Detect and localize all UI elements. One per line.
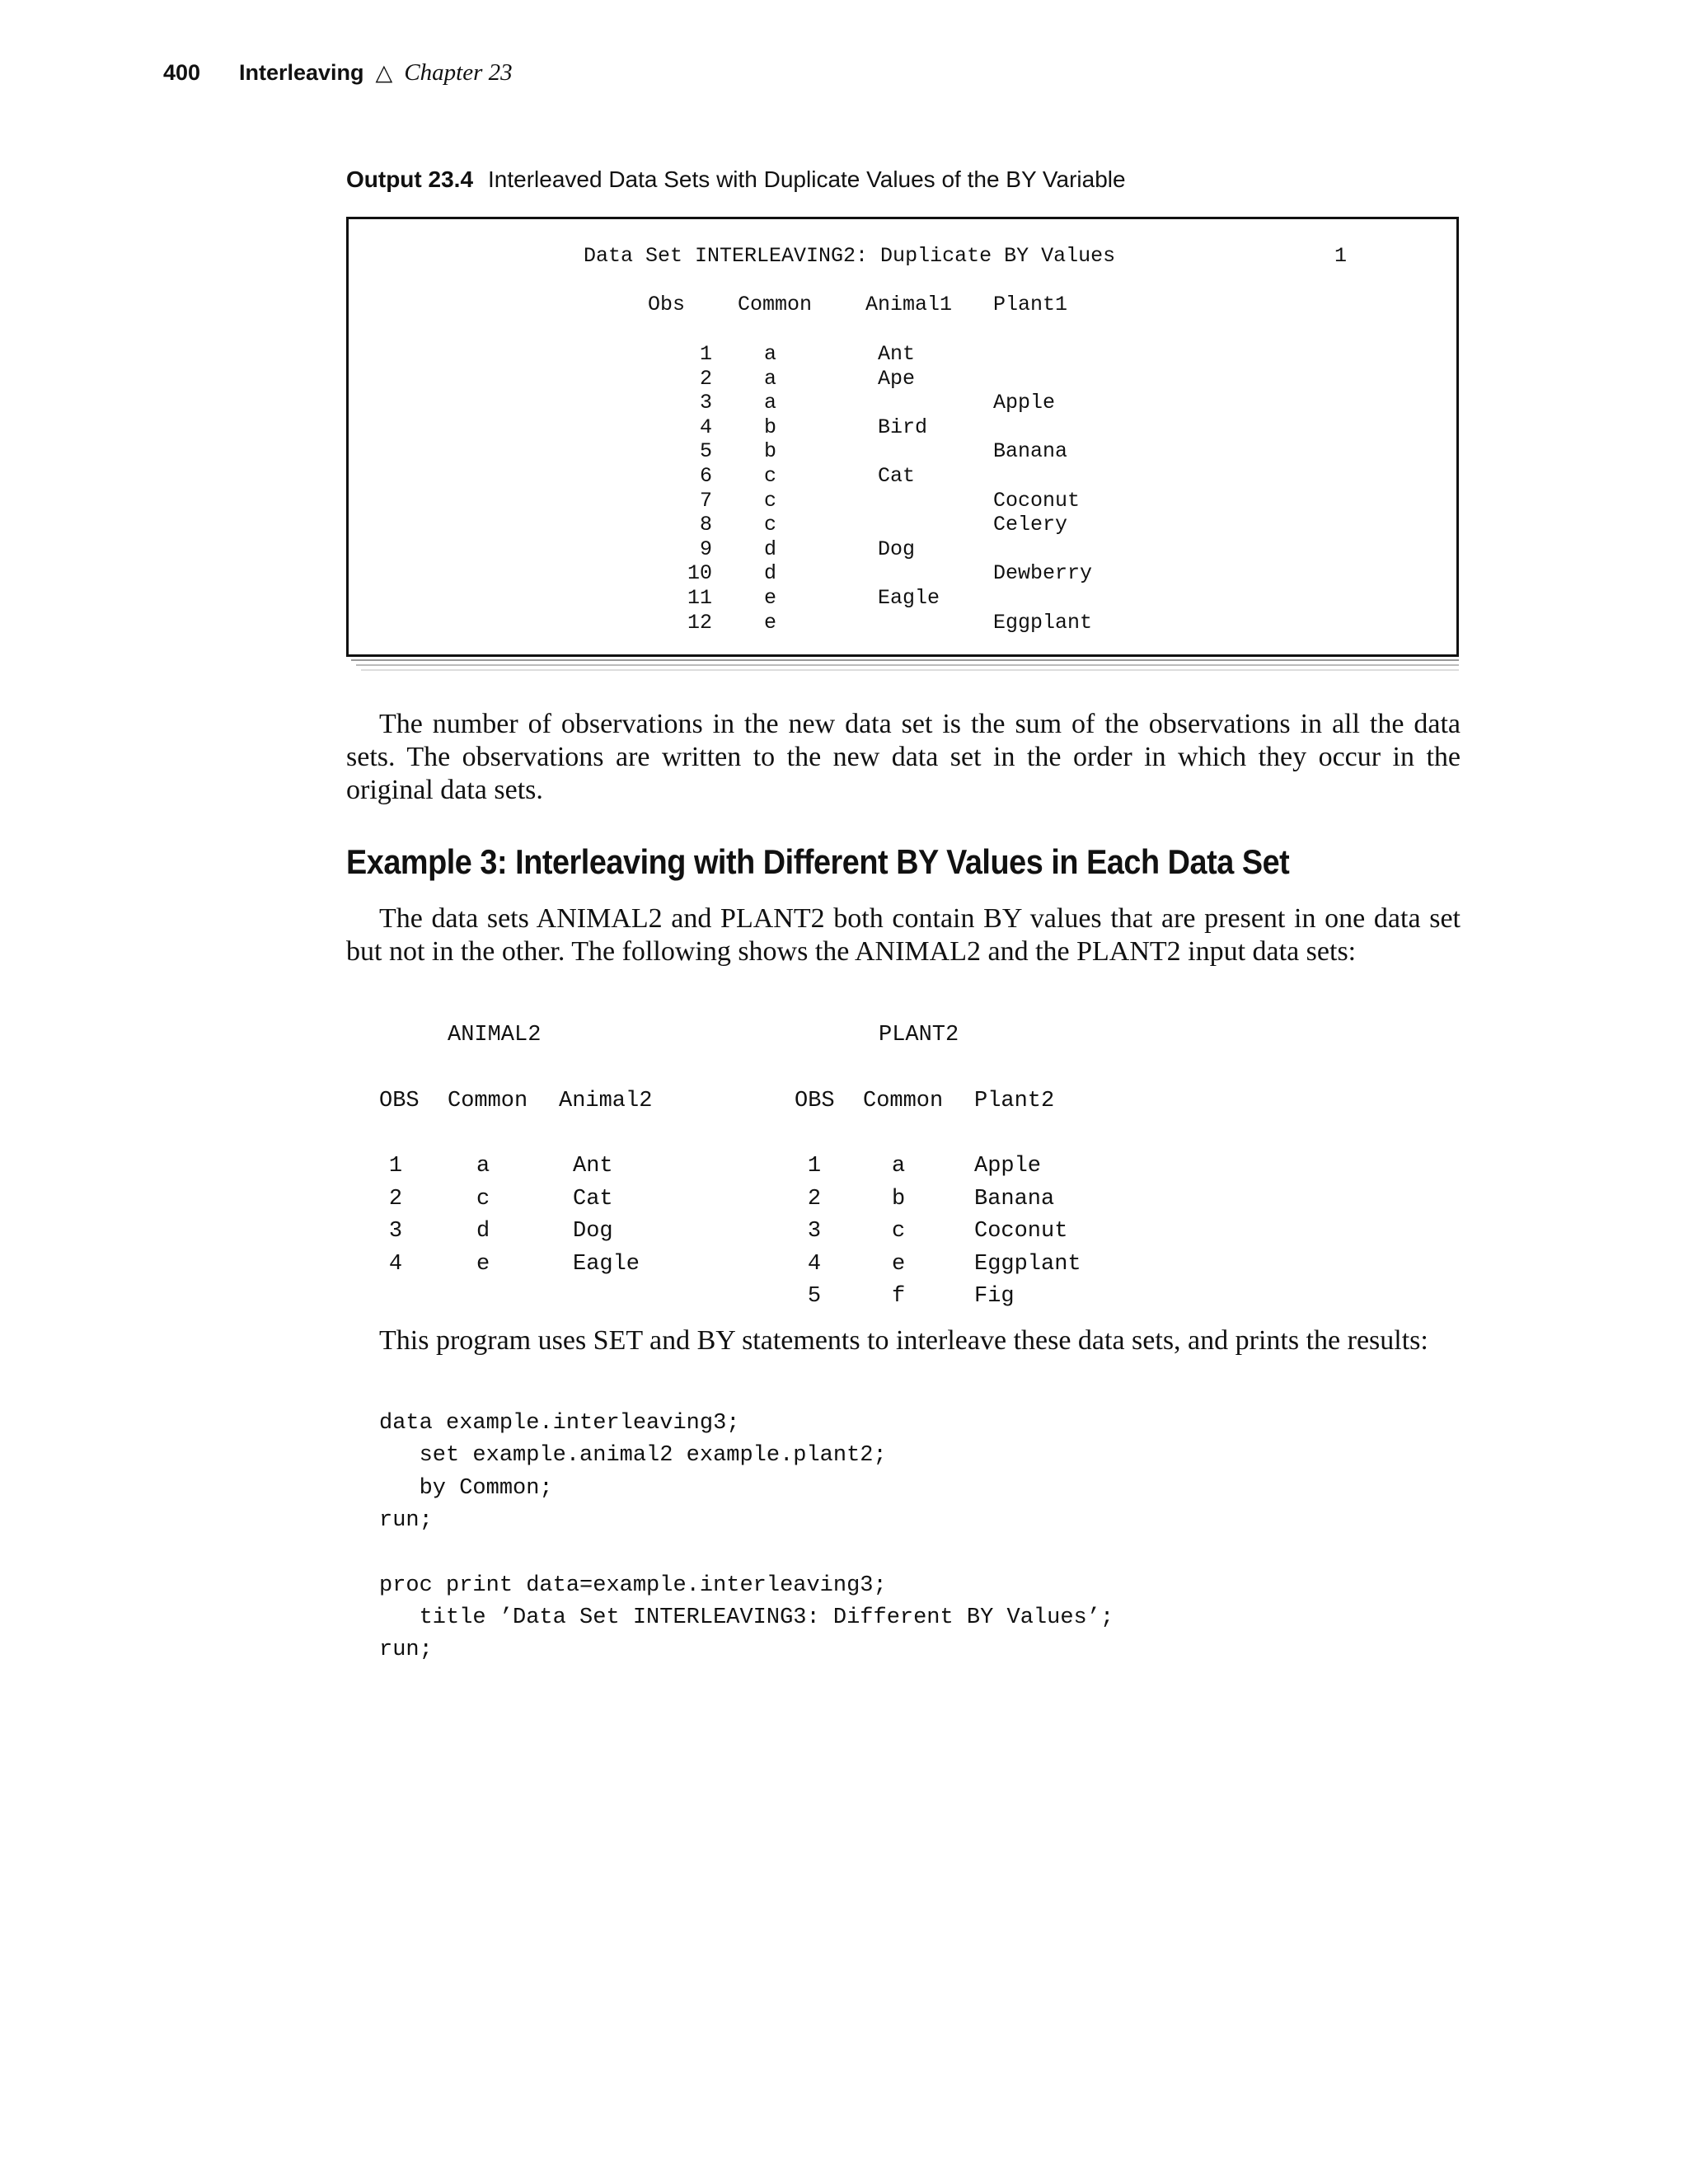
output-cell-obs: 12 xyxy=(687,610,712,635)
example-heading: Example 3: Interleaving with Different BY Values in Each Data Set xyxy=(346,842,1290,881)
plant2-cell-obs: 2 xyxy=(807,1186,822,1212)
output-cell-common: b xyxy=(764,439,777,464)
output-cell-animal1: Ant xyxy=(878,342,916,366)
output-shadow xyxy=(356,664,1459,666)
code-line: run; xyxy=(379,1638,433,1663)
code-line: set example.animal2 example.plant2; xyxy=(379,1443,887,1469)
plant2-cell-plant2: Banana xyxy=(974,1186,1055,1212)
plant2-cell-common: e xyxy=(892,1251,906,1277)
plant2-cell-common: b xyxy=(892,1186,906,1212)
output-cell-plant1: Eggplant xyxy=(993,610,1093,635)
plant2-cell-common: a xyxy=(892,1154,906,1179)
output-cell-obs: 2 xyxy=(699,366,712,391)
code-line: data example.interleaving3; xyxy=(379,1411,740,1436)
animal2-cell-obs: 4 xyxy=(388,1251,403,1277)
plant2-cell-plant2: Coconut xyxy=(974,1219,1068,1244)
output-col-common: Common xyxy=(738,293,813,316)
output-cell-obs: 10 xyxy=(687,561,712,586)
section-title: Interleaving xyxy=(239,60,364,85)
paragraph-observations: The number of observations in the new data set is the sum of the observations in all the data sets. The observations are written to the new data set in the order in which they occur in the original data sets. xyxy=(346,709,1461,805)
output-caption-text: Interleaved Data Sets with Duplicate Values of the BY Variable xyxy=(488,166,1126,192)
output-cell-obs: 4 xyxy=(699,415,712,439)
plant2-cell-plant2: Eggplant xyxy=(974,1251,1081,1277)
code-line: by Common; xyxy=(379,1475,553,1501)
output-cell-common: c xyxy=(764,488,777,513)
output-cell-obs: 8 xyxy=(699,513,712,537)
output-cell-animal1: Ape xyxy=(878,366,916,391)
animal2-cell-common: c xyxy=(476,1186,490,1212)
output-cell-plant1: Coconut xyxy=(993,488,1081,513)
output-cell-common: e xyxy=(764,610,777,635)
output-cell-animal1: Cat xyxy=(878,464,916,488)
output-shadow xyxy=(361,669,1459,671)
output-cell-common: a xyxy=(764,366,777,391)
output-cell-animal1: Dog xyxy=(878,537,916,561)
output-cell-common: a xyxy=(764,342,777,366)
output-shadow xyxy=(351,659,1459,661)
animal2-col-common: Common xyxy=(448,1089,528,1113)
animal2-cell-obs: 1 xyxy=(388,1154,403,1179)
animal2-cell-common: a xyxy=(476,1154,490,1179)
plant2-col-plant2: Plant2 xyxy=(974,1089,1055,1113)
code-line: title ’Data Set INTERLEAVING3: Different BY Values’; xyxy=(379,1605,1114,1630)
output-cell-common: c xyxy=(764,464,777,488)
output-cell-obs: 1 xyxy=(699,342,712,366)
output-cell-common: a xyxy=(764,391,777,415)
output-cell-obs: 11 xyxy=(687,586,712,610)
plant2-cell-obs: 3 xyxy=(807,1219,822,1244)
triangle-separator-icon: △ xyxy=(375,60,393,85)
output-cell-common: d xyxy=(764,561,777,586)
animal2-cell-common: d xyxy=(476,1219,490,1244)
plant2-cell-common: c xyxy=(892,1219,906,1244)
output-cell-obs: 7 xyxy=(699,488,712,513)
animal2-cell-animal2: Dog xyxy=(573,1219,613,1244)
output-box xyxy=(346,217,1459,657)
output-col-plant1: Plant1 xyxy=(993,293,1068,316)
code-line: run; xyxy=(379,1507,433,1533)
output-cell-obs: 9 xyxy=(699,537,712,561)
output-cell-common: e xyxy=(764,586,777,610)
output-cell-common: d xyxy=(764,537,777,561)
page-number: 400 xyxy=(163,60,201,85)
plant2-col-common: Common xyxy=(863,1089,944,1113)
animal2-cell-obs: 3 xyxy=(388,1219,403,1244)
output-cell-obs: 6 xyxy=(699,464,712,488)
plant2-cell-common: f xyxy=(892,1284,906,1309)
animal2-col-animal2: Animal2 xyxy=(559,1089,653,1113)
plant2-title: PLANT2 xyxy=(879,1023,959,1047)
plant2-cell-obs: 4 xyxy=(807,1251,822,1277)
output-title: Data Set INTERLEAVING2: Duplicate BY Values xyxy=(584,244,1116,268)
output-col-obs: Obs xyxy=(648,293,686,316)
output-cell-obs: 5 xyxy=(699,439,712,464)
plant2-cell-obs: 5 xyxy=(807,1284,822,1309)
animal2-cell-common: e xyxy=(476,1251,490,1277)
paragraph-datasets: The data sets ANIMAL2 and PLANT2 both contain BY values that are present in one data set but not in the other. The following shows the ANIMAL2 and the PLANT2 input data sets: xyxy=(346,903,1461,967)
animal2-cell-animal2: Eagle xyxy=(573,1251,640,1277)
running-header xyxy=(163,59,513,87)
output-col-animal1: Animal1 xyxy=(865,293,953,316)
animal2-cell-animal2: Ant xyxy=(573,1154,613,1179)
animal2-cell-animal2: Cat xyxy=(573,1186,613,1212)
animal2-title: ANIMAL2 xyxy=(448,1023,542,1047)
output-cell-common: c xyxy=(764,513,777,537)
animal2-cell-obs: 2 xyxy=(388,1186,403,1212)
output-cell-common: b xyxy=(764,415,777,439)
output-cell-plant1: Apple xyxy=(993,391,1056,415)
plant2-cell-plant2: Apple xyxy=(974,1154,1042,1179)
output-cell-animal1: Bird xyxy=(878,415,928,439)
plant2-cell-obs: 1 xyxy=(807,1154,822,1179)
output-page-number: 1 xyxy=(1334,244,1348,268)
output-caption-label: Output 23.4 xyxy=(346,166,474,192)
plant2-cell-plant2: Fig xyxy=(974,1284,1015,1309)
chapter-label: Chapter 23 xyxy=(404,59,513,86)
animal2-col-obs: OBS xyxy=(379,1089,420,1113)
output-cell-obs: 3 xyxy=(699,391,712,415)
output-cell-plant1: Dewberry xyxy=(993,561,1093,586)
output-cell-plant1: Banana xyxy=(993,439,1068,464)
output-cell-animal1: Eagle xyxy=(878,586,940,610)
output-caption xyxy=(346,166,1126,193)
code-line: proc print data=example.interleaving3; xyxy=(379,1572,887,1598)
plant2-col-obs: OBS xyxy=(795,1089,835,1113)
output-cell-plant1: Celery xyxy=(993,513,1068,537)
paragraph-program: This program uses SET and BY statements to interleave these data sets, and prints the results: xyxy=(379,1325,1428,1356)
